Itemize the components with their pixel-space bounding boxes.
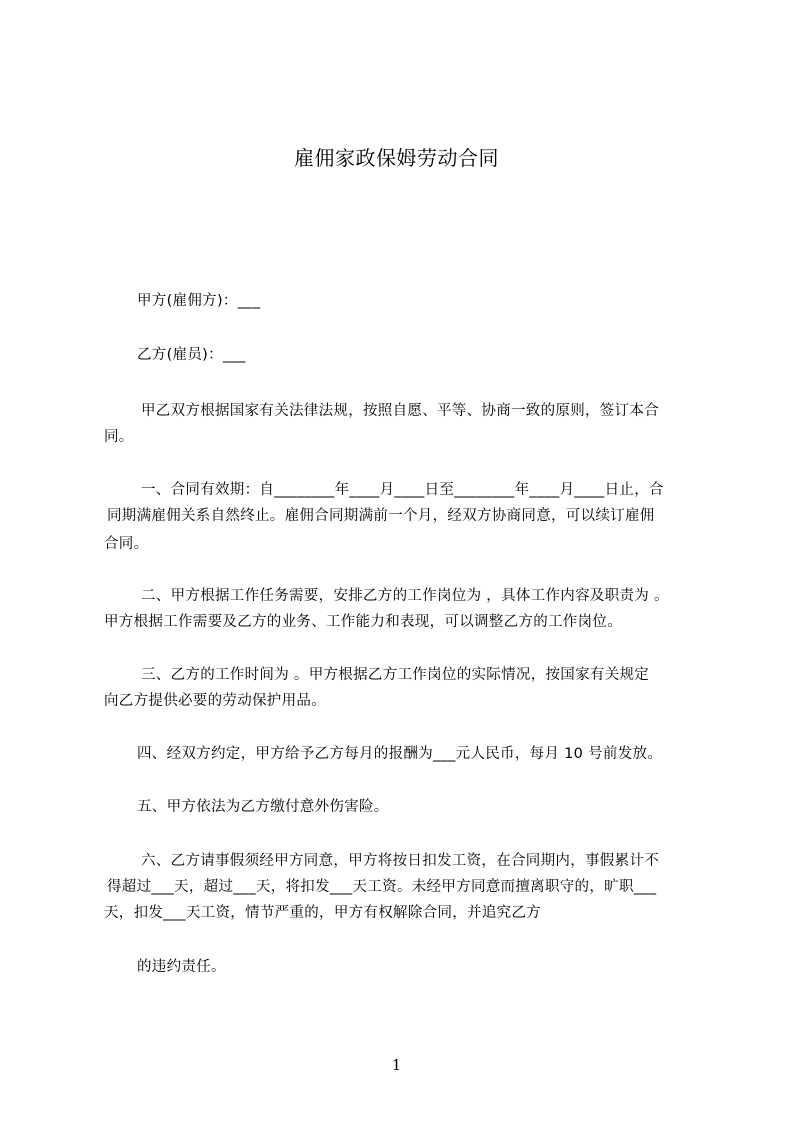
clause-5-line: 五、甲方依法为乙方缴付意外伤害险。 — [137, 799, 389, 815]
clause-1-line-3: 合同。 — [104, 536, 149, 552]
preamble-line-2: 同。 — [104, 429, 134, 445]
clause-6-line-2: 得超过___天，超过___天，将扣发___天工资。未经甲方同意而擅离职守的，旷职___ — [107, 879, 657, 895]
clause-4-line: 四、经双方约定，甲方给予乙方每月的报酬为___元人民币，每月 10 号前发放。 — [137, 746, 663, 762]
party-a-line: 甲方(雇佣方)：___ — [137, 293, 261, 309]
clause-2-line-2: 甲方根据工作需要及乙方的业务、工作能力和表现，可以调整乙方的工作岗位。 — [104, 614, 622, 630]
clause-3-line-2: 向乙方提供必要的劳动保护用品。 — [104, 693, 326, 709]
clause-6-line-4: 的违约责任。 — [137, 959, 226, 975]
clause-1-line-2: 同期满雇佣关系自然终止。雇佣合同期满前一个月，经双方协商同意，可以续订雇佣 — [107, 508, 655, 524]
clause-1-line-1: 一、合同有效期：自________年____月____日至________年____月____日止，合 — [141, 482, 664, 498]
clause-6-line-1: 六、乙方请事假须经甲方同意，甲方将按日扣发工资，在合同期内，事假累计不 — [141, 853, 659, 869]
preamble-line-1: 甲乙双方根据国家有关法律法规，按照自愿、平等、协商一致的原则，签订本合 — [141, 403, 659, 419]
page-number: 1 — [391, 1056, 402, 1074]
clause-2-line-1: 二、甲方根据工作任务需要，安排乙方的工作岗位为 ，具体工作内容及职责为 。 — [141, 588, 669, 604]
document-title: 雇佣家政保姆劳动合同 — [294, 146, 499, 170]
clause-3-line-1: 三、乙方的工作时间为 。甲方根据乙方工作岗位的实际情况，按国家有关规定 — [141, 667, 650, 683]
clause-6-line-3: 天，扣发___天工资，情节严重的，甲方有权解除合同，并追究乙方 — [104, 905, 542, 921]
party-b-line: 乙方(雇员)：___ — [137, 347, 246, 363]
